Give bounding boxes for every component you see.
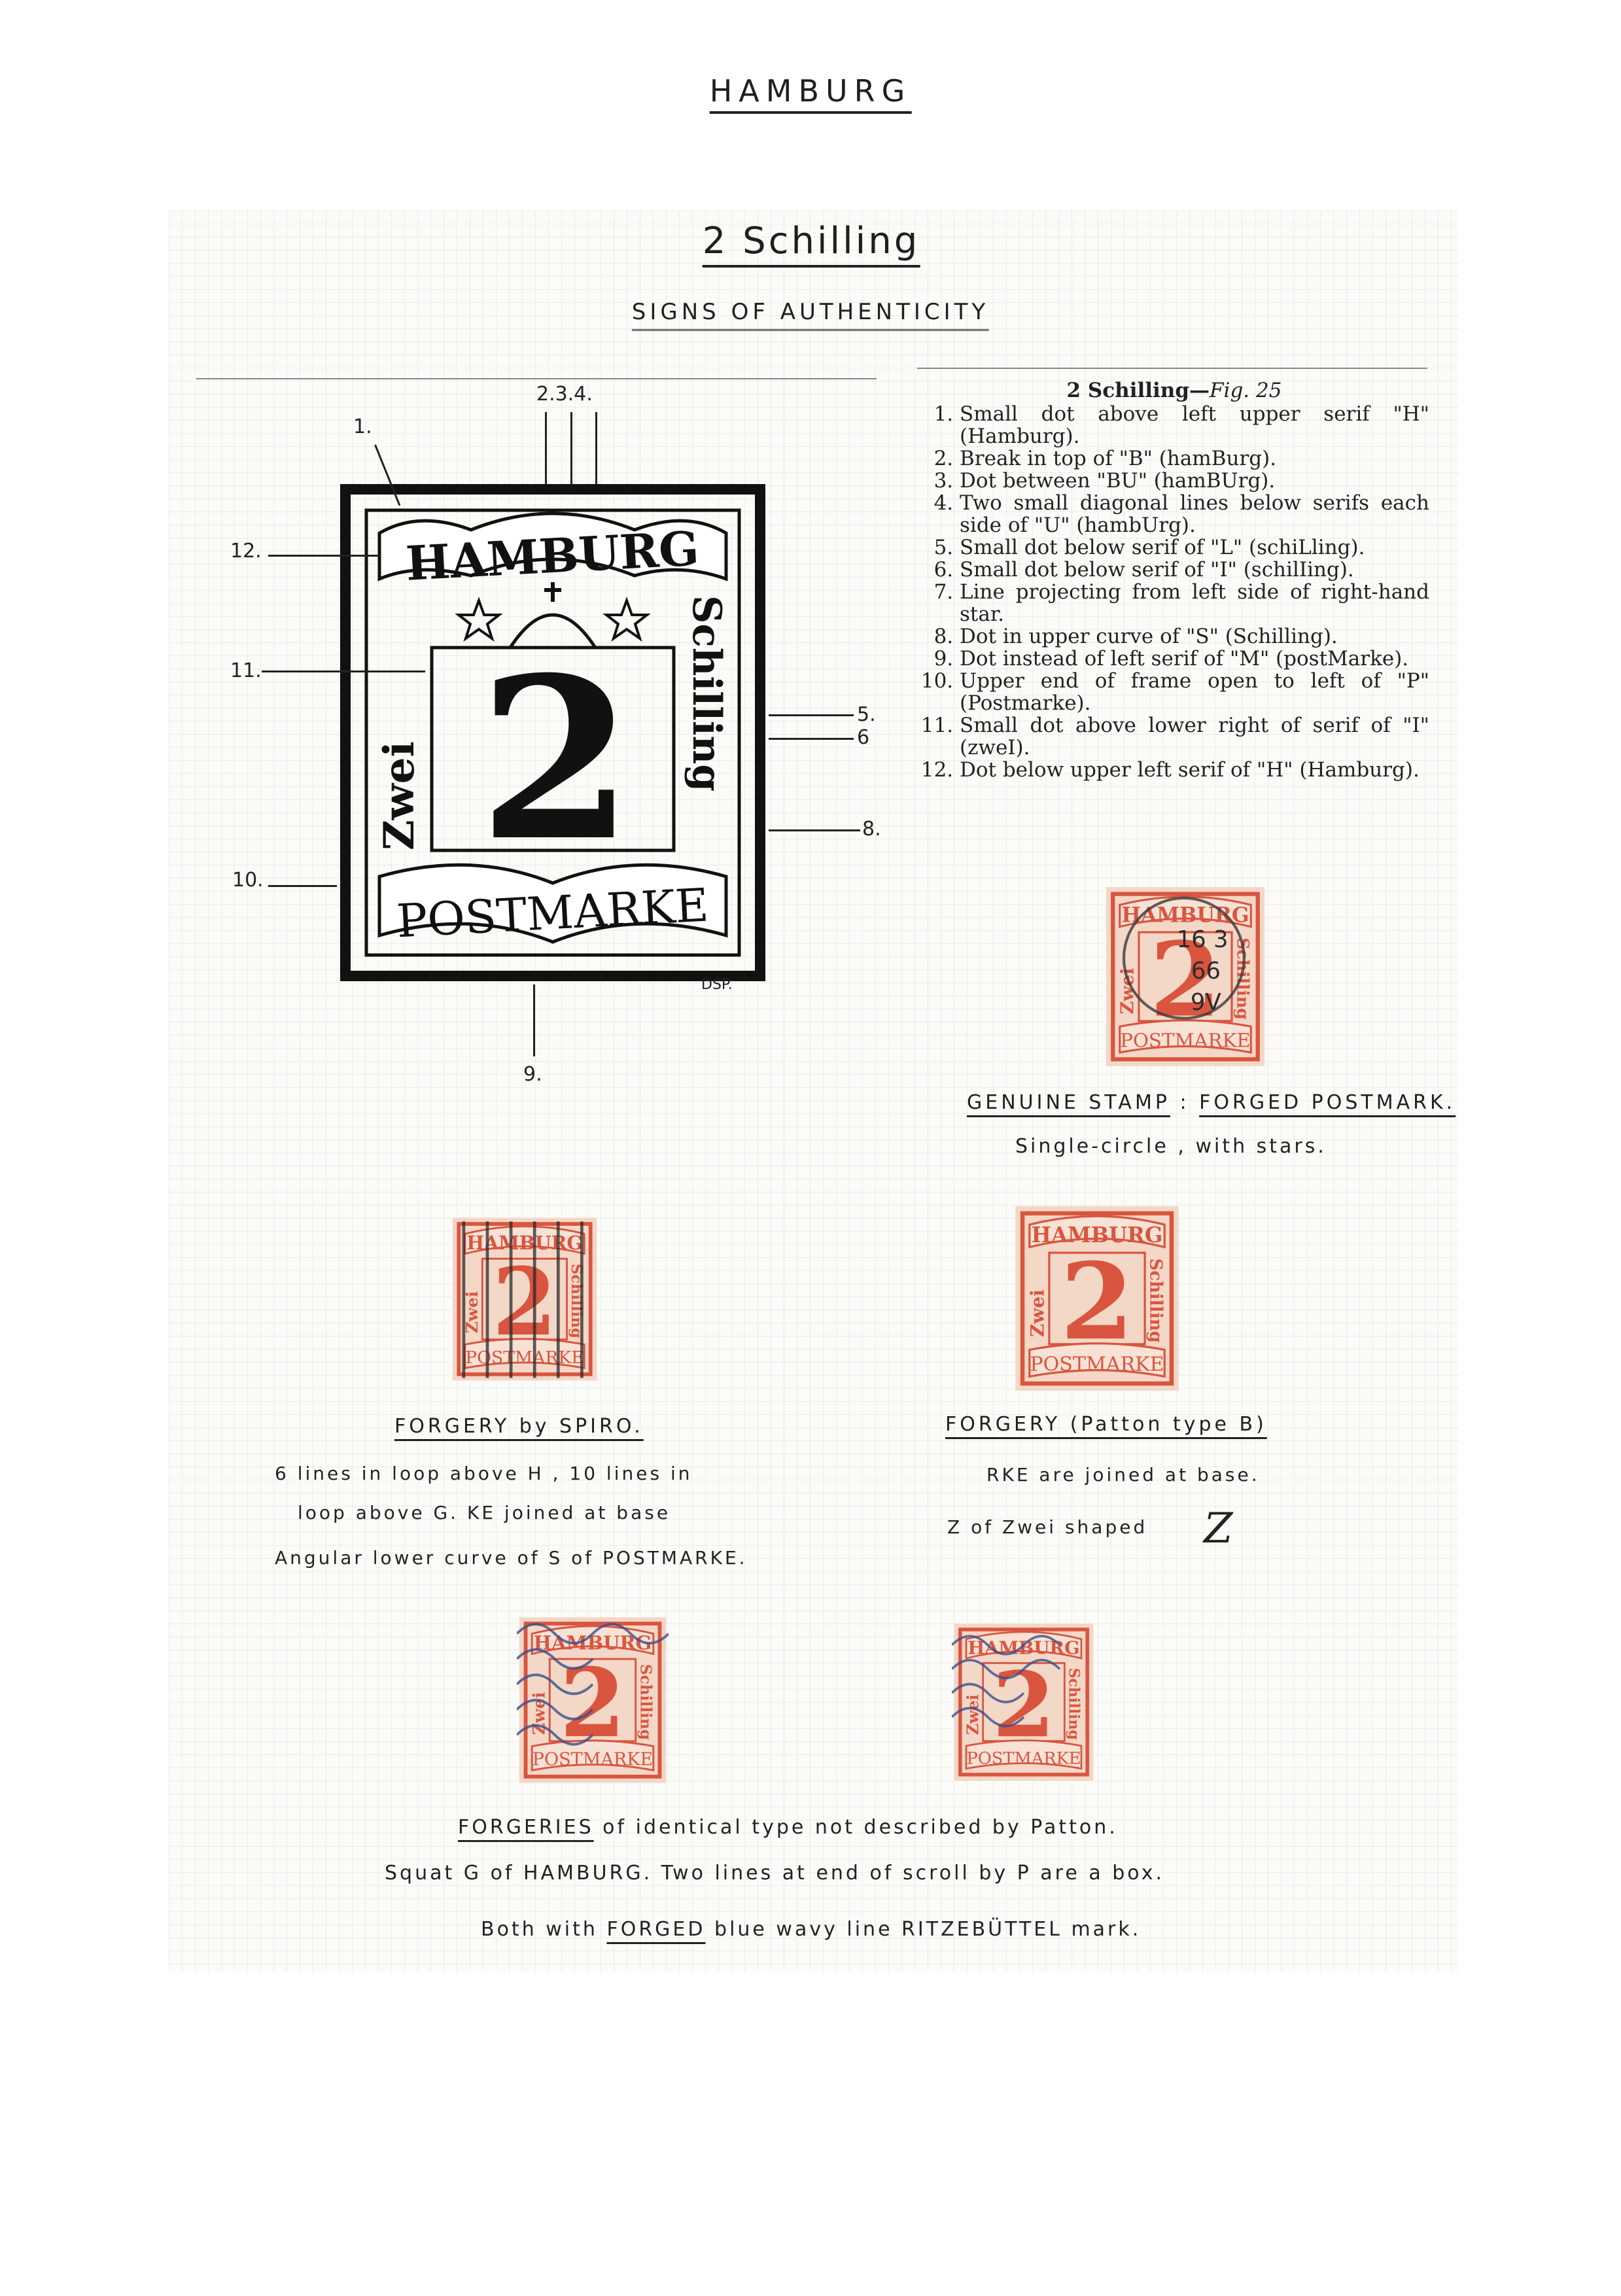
- arrow-10: [268, 885, 337, 887]
- authenticity-caption: [919, 379, 1429, 781]
- identical-line-1: FORGERIES of identical type not described by Patton.: [458, 1816, 1118, 1839]
- signs-heading: SIGNS OF AUTHENTICITY: [632, 299, 989, 331]
- caption-item: 12. Dot below upper left serif of "H" (Hamburg).: [960, 759, 1429, 781]
- arrow-9: [533, 984, 535, 1056]
- identical-forgery-image-1: [517, 1611, 669, 1789]
- arrow-label-1: 1.: [353, 415, 372, 438]
- caption-item: 7. Line projecting from left side of right-hand star.: [960, 581, 1429, 625]
- stamp-bottom-text: POSTMARKE: [395, 878, 710, 948]
- stamp-numeral: 2: [478, 629, 634, 890]
- caption-item: 11. Small dot above lower right of serif of "I" (zweI).: [960, 714, 1429, 759]
- caption-title: 2 Schilling—Fig. 25: [1066, 379, 1282, 402]
- clipping-edge-right: [917, 368, 1427, 369]
- spiro-note-3: Angular lower curve of S of POSTMARKE.: [275, 1547, 748, 1569]
- arrow-4: [595, 412, 597, 484]
- arrow-label-8: 8.: [862, 818, 881, 841]
- identical-line-3: Both with FORGED blue wavy line RITZEBÜTTEL mark.: [481, 1918, 1142, 1941]
- arrow-label-10: 10.: [232, 869, 264, 892]
- caption-item: 3. Dot between "BU" (hamBUrg).: [960, 470, 1429, 492]
- caption-item: 10. Upper end of frame open to left of "P" (Postmarke).: [960, 670, 1429, 714]
- caption-list: [919, 403, 1429, 781]
- caption-item: 6. Small dot below serif of "I" (schilIing).: [960, 559, 1429, 581]
- arrow-3: [570, 412, 572, 484]
- stamp-diagram: [340, 484, 765, 981]
- spiro-note-1: 6 lines in loop above H , 10 lines in: [275, 1463, 693, 1484]
- arrow-11: [262, 670, 425, 672]
- arrow-label-12: 12.: [230, 540, 262, 563]
- caption-item: 5. Small dot below serif of "L" (schiLling).: [960, 536, 1429, 559]
- postmark-time: 9V: [1190, 989, 1221, 1017]
- caption-item: 1. Small dot above left upper serif "H" (Hamburg).: [960, 403, 1429, 447]
- arrow-2: [545, 412, 547, 484]
- caption-item: 4. Two small diagonal lines below serifs each side of "U" (hambUrg).: [960, 492, 1429, 536]
- arrow-label-5: 5.: [857, 703, 876, 726]
- clipping-edge-left: [196, 378, 877, 379]
- patton-note-1: RKE are joined at base.: [986, 1464, 1260, 1486]
- spiro-note-2: loop above G. KE joined at base: [298, 1502, 671, 1523]
- arrow-5: [769, 714, 854, 716]
- page-title: HAMBURG: [710, 73, 912, 114]
- arrow-label-6: 6: [857, 726, 870, 749]
- artist-mark: DSP.: [701, 977, 733, 993]
- arrow-label-11: 11.: [230, 659, 262, 682]
- arrow-6: [769, 738, 854, 740]
- spiro-forgery-image: [450, 1210, 599, 1388]
- patton-forgery-image: [1013, 1200, 1181, 1397]
- caption-item: 8. Dot in upper curve of "S" (Schilling).: [960, 625, 1429, 648]
- value-title: 2 Schilling: [703, 220, 920, 268]
- patton-note-2: Z of Zwei shaped: [947, 1516, 1148, 1538]
- genuine-heading: GENUINE STAMP : FORGED POSTMARK.: [967, 1091, 1456, 1114]
- caption-item: 9. Dot instead of left serif of "M" (postMarke).: [960, 648, 1429, 670]
- patton-z-glyph: Z: [1204, 1505, 1236, 1553]
- identical-line-2: Squat G of HAMBURG. Two lines at end of scroll by P are a box.: [385, 1862, 1165, 1885]
- arrow-label-2-3-4: 2.3.4.: [536, 383, 593, 406]
- identical-forgery-image-2: [952, 1616, 1096, 1788]
- genuine-note: Single-circle , with stars.: [1015, 1135, 1327, 1158]
- spiro-heading: FORGERY by SPIRO.: [394, 1415, 644, 1438]
- stamp-top-text: HAMBURG: [404, 520, 701, 591]
- arrow-12: [268, 555, 379, 557]
- stamp-left-text: Zwei: [375, 741, 424, 850]
- stamp-right-text: Schilling: [684, 595, 729, 792]
- postmark-day: 16 3: [1176, 926, 1229, 954]
- genuine-stamp-image: [1101, 884, 1270, 1069]
- patton-heading: FORGERY (Patton type B): [945, 1413, 1267, 1436]
- arrow-label-9: 9.: [523, 1063, 542, 1086]
- postmark-year: 66: [1191, 958, 1221, 985]
- caption-item: 2. Break in top of "B" (hamBurg).: [960, 447, 1429, 470]
- arrow-8: [769, 829, 860, 831]
